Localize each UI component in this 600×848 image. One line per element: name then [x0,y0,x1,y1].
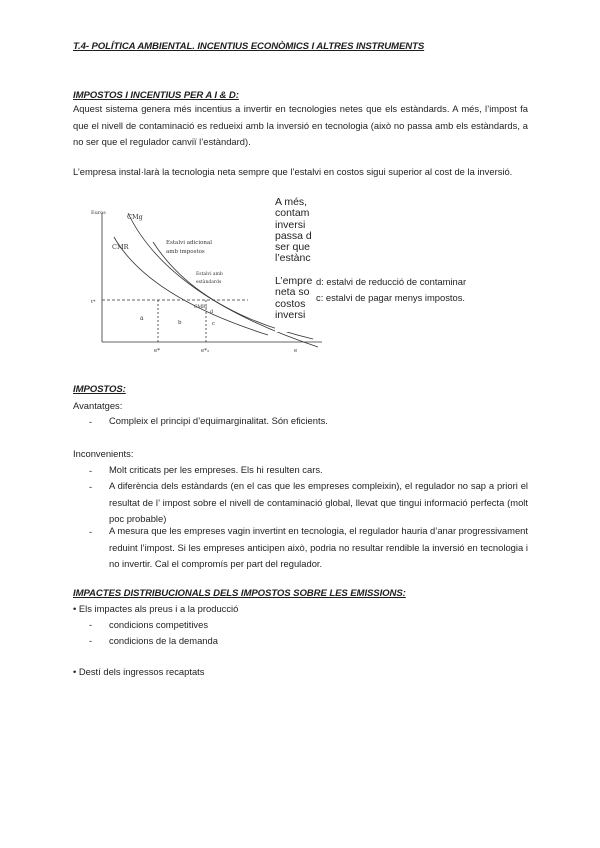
label-estandards-2: estàndards [196,280,222,285]
advantages-label: Avantatges: [73,400,123,411]
overlay-line: A més, [275,197,308,208]
advantage-item: Compleix el principi d’equimarginalitat. Són eficients. [109,415,328,426]
cmr2-label: CMR₂ [194,305,208,310]
disadvantage-item: A diferència dels estàndards (en el cas que les empreses compleixin), el regulador no sap a priori el resultat de l’ impost sobre el nivell de contaminació global, llevat que tingui informació perfecta (molt poc probable) [109,480,528,524]
dash-marker: - [89,416,93,427]
y-axis-label: Euros [91,210,106,216]
label-estandards-1: Estalvi amb [196,272,223,277]
overlay-line: L’empre [275,275,313,288]
impactes-bullet-2: • Destí dels ingressos recaptats [73,666,205,677]
dash-marker: - [89,635,93,646]
disadvantage-item: Molt criticats per les empreses. Els hi resulten cars. [109,464,323,475]
area-d-label: d [210,309,214,315]
dash-marker: - [89,619,93,630]
label-impostos-1: Estalvi adicional [166,240,212,246]
disadvantage-item: A mesura que les empreses vagin invertint en tecnologia, el regulador hauria d’anar progressivament reduint l’impost. Si les empreses anticipen això, podria no resultar rendible la inversió en tecnologia i no invertir. Cal el compromís per part del regulador. [109,525,528,569]
section-heading-impostos-incentius: IMPOSTOS I INCENTIUS PER A I & D: [73,90,239,101]
dash-marker: - [89,481,93,492]
dash-marker: - [89,465,93,476]
overlay-line: inversi [275,308,306,321]
e1-label: e* [154,348,161,354]
area-a-label: a [140,315,144,322]
impactes-bullet-1: • Els impactes als preus i a la producció [73,603,239,614]
dash-marker: - [89,526,93,537]
overlay-line: contam [275,207,310,220]
overlay-line: l’estànc [275,252,311,265]
document-title: T.4- POLÍTICA AMBIENTAL. INCENTIUS ECONÒMICS I ALTRES INSTRUMENTS [73,41,425,52]
area-c-label: c [212,321,216,327]
area-b-label: b [178,320,182,326]
disadvantages-label: Inconvenients: [73,448,134,459]
paragraph-installation: L’empresa instal·larà la tecnologia neta sempre que l’estalvi en costos sigui superior al cost de la inversió. [73,166,513,177]
overlay-line: ser que [275,241,311,254]
overlay-line: passa d [275,229,312,242]
overlay-line: costos [275,297,306,310]
overlay-line: neta so [275,286,310,299]
e2-label: e*₂ [201,348,210,354]
figure-overlay-text [275,197,315,332]
section-heading-impactes: IMPACTES DISTRIBUCIONALS DELS IMPOSTOS SOBRE LES EMISSIONS: [73,588,406,599]
label-impostos-2: amb impostos [166,249,205,255]
overlay-line: inversi [275,218,306,231]
paragraph-intro: Aquest sistema genera més incentius a invertir en tecnologies netes que els estàndards. A més, l’impost fa que el nivell de contaminació es redueixi amb la inversió en tecnologia (això no passa amb els estàndards, a no ser que el regulador canviï l’estàndard). [73,103,528,147]
tax-label: t* [91,299,96,305]
e-axis-label: e [294,348,298,354]
impactes-sub-item: condicions de la demanda [109,635,218,646]
impactes-sub-item: condicions competitives [109,619,209,630]
legend-d: d: estalvi de reducció de contaminar [316,276,467,287]
legend-c: c: estalvi de pagar menys impostos. [316,292,466,303]
cmr-label: CMR [112,243,129,251]
section-heading-impostos: IMPOSTOS: [73,384,126,395]
cmg-label: CMg [127,213,143,221]
